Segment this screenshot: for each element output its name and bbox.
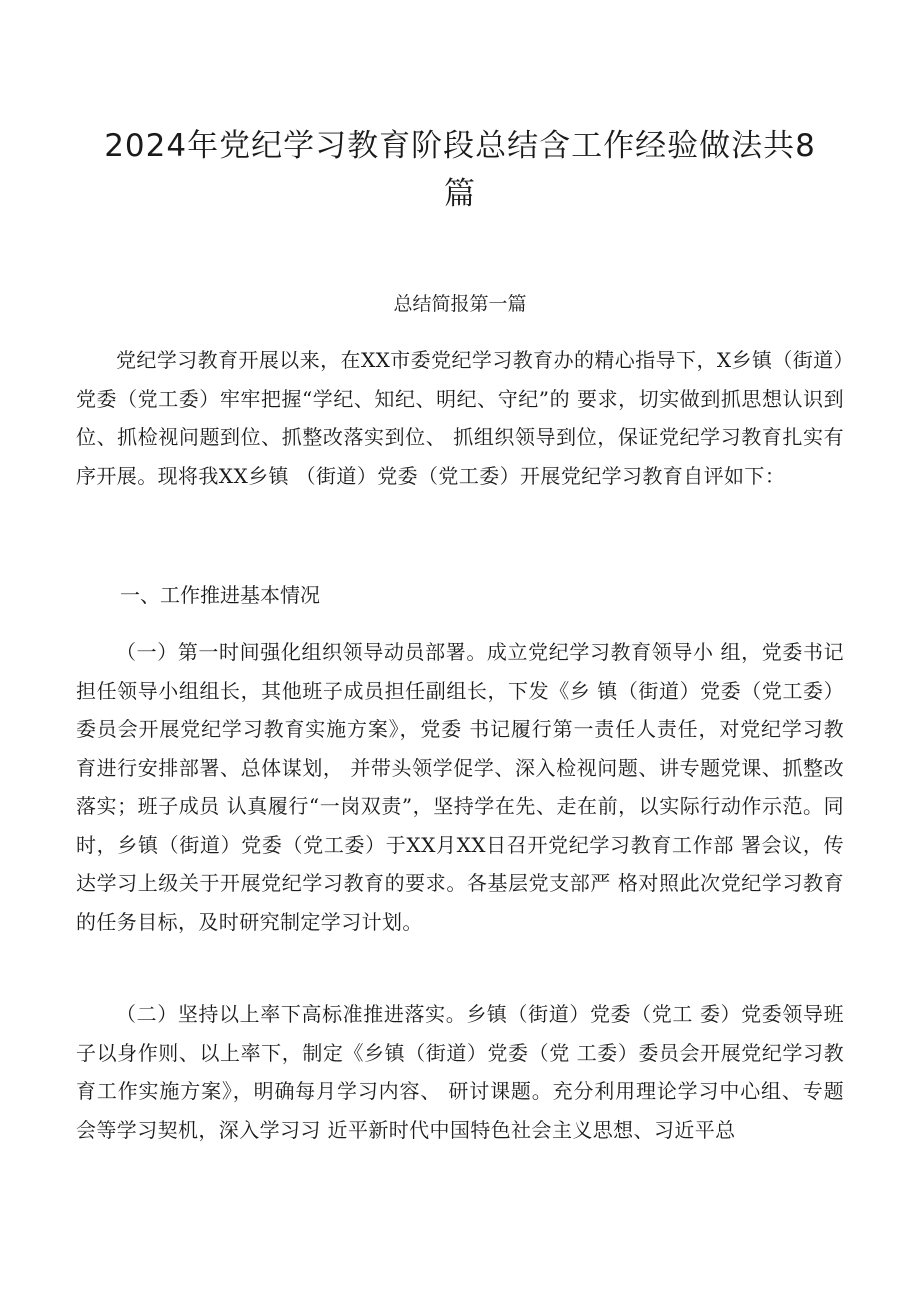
document-title: 2024年党纪学习教育阶段总结含工作经验做法共8篇 — [104, 128, 816, 212]
intro-paragraph: 党纪学习教育开展以来，在XX市委党纪学习教育办的精心指导下，X乡镇（街道）党委（党工委）牢牢把握“学纪、知纪、明纪、守纪”的 要求，切实做到抓思想认识到位、抓检视问题到位、抓整改落实到位、 抓组织领导到位，保证党纪学习教育扎实有序开展。现将我XX乡镇 （街道）党委（党工委）开展党纪学习教育自评如下： — [76, 348, 844, 488]
section-title: 总结简报第一篇 — [393, 293, 527, 315]
paragraph-organization-leadership: （一）第一时间强化组织领导动员部署。成立党纪学习教育领导小 组，党委书记担任领导小组组长，其他班子成员担任副组长，下发《乡 镇（街道）党委（党工委）委员会开展党纪学习教育实施方案》，党委 书记履行第一责任人责任，对党纪学习教育进行安排部署、总体谋划， 并带头领学促学、深入检视问题、讲专题党课、抓整改落实；班子成员 认真履行“一岗双责”，坚持学在先、走在前，以实际行动作示范。同时，乡镇（街道）党委（党工委）于XX月XX日召开党纪学习教育工作部 署会议，传达学习上级关于开展党纪学习教育的要求。各基层党支部严 格对照此次党纪学习教育的任务目标，及时研究制定学习计划。 — [76, 640, 844, 934]
paragraph-lead-by-example: （二）坚持以上率下高标准推进落实。乡镇（街道）党委（党工 委）党委领导班子以身作则、以上率下，制定《乡镇（街道）党委（党 工委）委员会开展党纪学习教育工作实施方案》，明确每月学习内容、 研讨课题。充分利用理论学习中心组、专题会等学习契机，深入学习习 近平新时代中国特色社会主义思想、习近平总 — [76, 1002, 844, 1142]
heading-work-progress: 一、工作推进基本情况 — [120, 583, 320, 607]
